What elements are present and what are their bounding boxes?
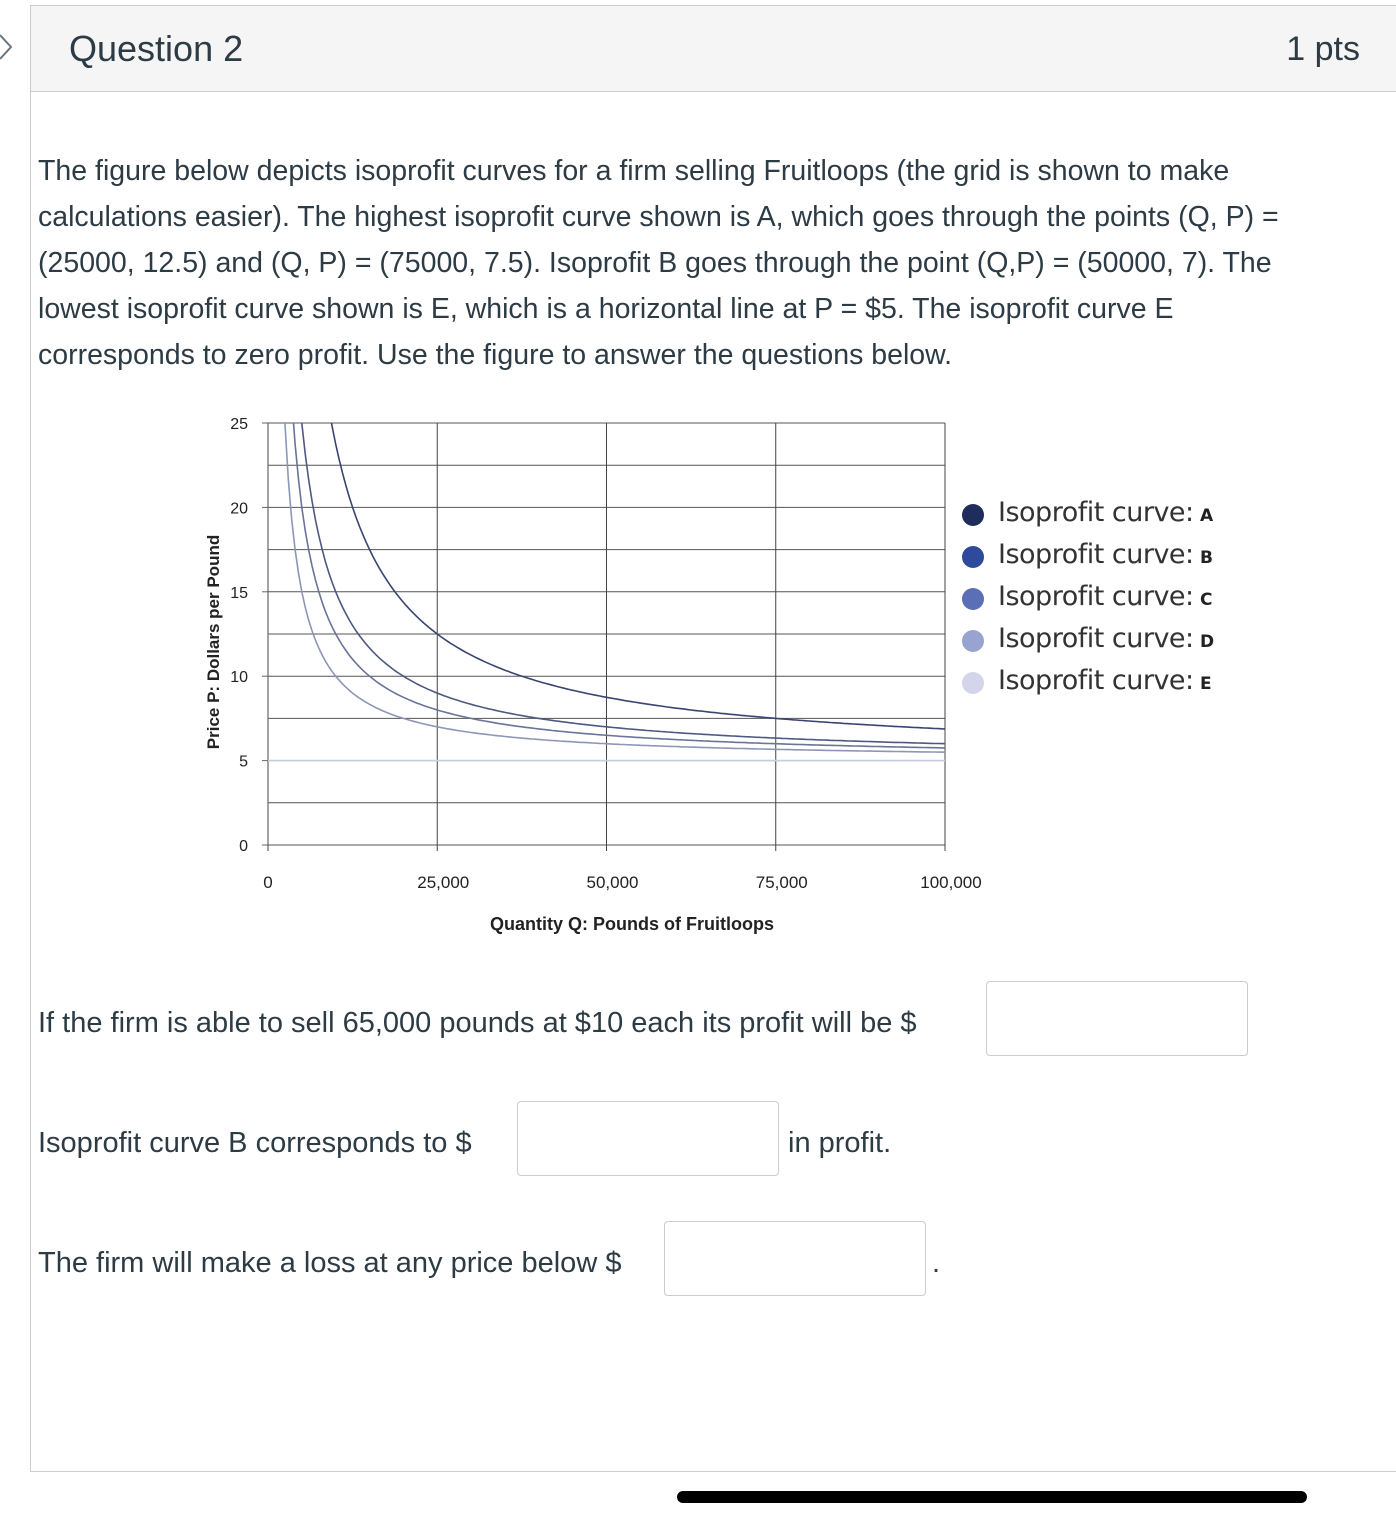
y-axis-label: Price P: Dollars per Pound <box>204 534 223 750</box>
x-tick-label: 75,000 <box>755 873 808 892</box>
legend-item-c <box>962 578 1262 620</box>
legend-dot-b <box>962 546 984 568</box>
legend-letter-b: B <box>1200 548 1213 568</box>
legend-item-a <box>962 494 1262 536</box>
legend-dot-e <box>962 672 984 694</box>
x-tick-label: 25,000 <box>417 873 470 892</box>
answer-input-2[interactable] <box>517 1101 779 1176</box>
question-body: The figure below depicts isoprofit curves for a firm selling Fruitloops (the grid is shown to make calculations easier). The highest isoprofit curve shown is A, which goes through the points (Q, P) = (25000, 12.5) and (Q, P) = (75000, 7.5). Isoprofit B goes through the point (Q,P) = (50000, 7). The lowest isoprofit curve shown is E, which is a horizontal line at P = $5. The isoprofit curve E corresponds to zero profit. Use the figure to answer the questions below. <box>38 155 1279 371</box>
isoprofit-curve-b <box>275 405 945 744</box>
y-tick-label: 10 <box>230 669 248 687</box>
y-tick-label: 20 <box>230 500 248 518</box>
question-title: Question 2 <box>69 28 244 69</box>
chevron-right-icon[interactable] <box>0 32 16 62</box>
legend-dot-d <box>962 630 984 652</box>
x-axis-label: Quantity Q: Pounds of Fruitloops <box>490 914 774 934</box>
question-points: 1 pts <box>1286 30 1360 68</box>
legend-dot-a <box>962 504 984 526</box>
home-indicator <box>677 1491 1307 1503</box>
question-3-text: The firm will make a loss at any price below $ <box>38 1247 622 1279</box>
y-tick-label: 0 <box>239 838 248 855</box>
legend-dot-c <box>962 588 984 610</box>
legend-label-e: Isoprofit curve: <box>998 665 1194 696</box>
legend-letter-a: A <box>1200 506 1214 526</box>
legend-item-d <box>962 620 1262 662</box>
isoprofit-curve-c <box>275 405 945 748</box>
x-tick-label: 0 <box>263 873 273 892</box>
legend-label-a: Isoprofit curve: <box>998 497 1194 528</box>
question-2-text: Isoprofit curve B corresponds to $ <box>38 1127 472 1159</box>
question-2-suffix: in profit. <box>788 1127 892 1159</box>
legend-letter-c: C <box>1200 590 1213 610</box>
answer-input-1[interactable] <box>986 981 1248 1056</box>
legend-item-e <box>962 662 1262 704</box>
x-tick-label: 100,000 <box>920 873 982 892</box>
answer-input-3[interactable] <box>664 1221 926 1296</box>
legend-item-b <box>962 536 1262 578</box>
chart-legend <box>962 494 1262 704</box>
legend-label-b: Isoprofit curve: <box>998 539 1194 570</box>
question-3-suffix: . <box>932 1247 941 1279</box>
legend-label-d: Isoprofit curve: <box>998 623 1194 654</box>
legend-letter-e: E <box>1200 674 1212 694</box>
question-header <box>31 6 1396 92</box>
legend-label-c: Isoprofit curve: <box>998 581 1194 612</box>
y-tick-label: 15 <box>230 584 248 602</box>
question-1-text: If the firm is able to sell 65,000 pounds at $10 each its profit will be $ <box>38 1007 917 1039</box>
isoprofit-curve-d <box>275 405 945 752</box>
y-tick-label: 25 <box>230 416 248 433</box>
legend-letter-d: D <box>1200 632 1215 652</box>
x-tick-label: 50,000 <box>586 873 639 892</box>
y-tick-label: 5 <box>239 753 248 771</box>
